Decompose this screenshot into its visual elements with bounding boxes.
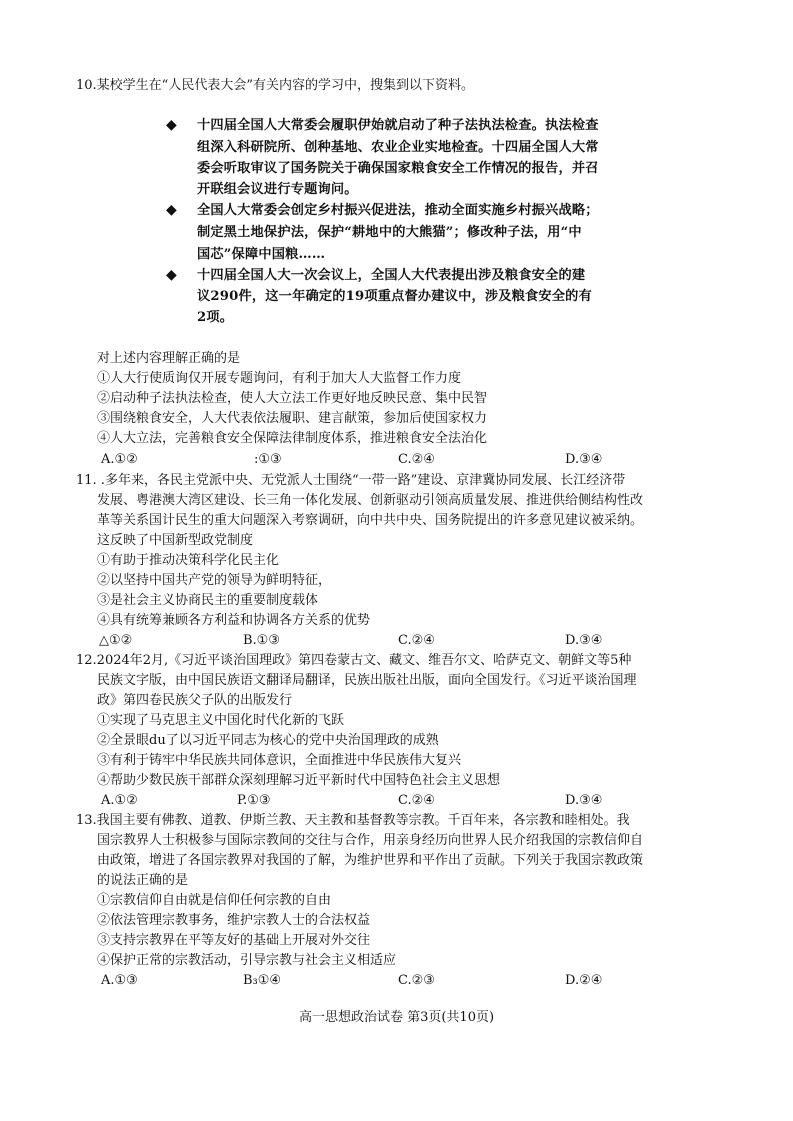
q11-option-d[interactable]: D.③④ [565,633,603,648]
q11-item-4: ④具有统筹兼顾各方利益和协调各方关系的优势 [97,613,371,628]
q11-item-2: ②以坚持中国共产党的领导为鲜明特征， [97,573,332,588]
q13-option-c[interactable]: C.②③ [398,973,435,988]
q13-item-4: ④保护正常的宗教活动，引导宗教与社会主义相适应 [97,953,397,968]
q11-option-c[interactable]: C.②④ [398,633,435,648]
q11-stem-line-2: 发展、粤港澳大湾区建设、长三角一体化发展、创新驱动引领高质量发展、推进供给侧结构性改 [97,493,644,508]
diamond-bullet-icon: ◆ [166,202,177,218]
q13-stem-line-3: 由政策，增进了各国宗教界对我国的了解，为维护世界和平作出了贡献。下列关于我国宗教政策 [97,853,644,868]
q13-stem-line-2: 国宗教界人士积极参与国际宗教间的交往与合作，用亲身经历向世界人民介绍我国的宗教信仰自 [97,833,644,848]
q10-material-2-line-1: 全国人大常委会创定乡村振兴促进法，推动全面实施乡村振兴战略； [197,203,599,218]
q11-item-1: ①有助于推动决策科学化民主化 [97,553,280,568]
q12-item-2: ②全景眼du了以习近平同志为核心的党中央治国理政的成熟 [97,733,439,748]
q12-item-1: ①实现了马克思主义中国化时代化新的飞跃 [97,713,345,728]
q12-option-b[interactable]: P.①③ [237,793,271,808]
q10-option-a[interactable]: A.①② [101,452,138,467]
diamond-bullet-icon: ◆ [166,267,177,283]
q10-material-1-line-4: 开联组会议进行专题询问。 [197,182,358,197]
q10-material-3-line-1: 十四届全国人大一次会议上，全国人大代表提出涉及粮食安全的建 [197,268,586,283]
q10-item-4: ④人大立法，完善粮食安全保障法律制度体系，推进粮食安全法治化 [97,431,488,446]
q10-option-d[interactable]: D.③④ [565,452,603,467]
q10-material-1-line-1: 十四届全国人大常委会履职伊始就启动了种子法执法检查。执法检查 [197,118,599,133]
q12-option-a[interactable]: A.①② [101,793,138,808]
q10-option-c[interactable]: C.②④ [398,452,435,467]
q12-option-c[interactable]: C.②④ [398,793,435,808]
q12-option-d[interactable]: D.③④ [565,793,603,808]
page-footer: 高一思想政治试卷 第3页(共10页) [298,1010,495,1025]
q11-option-a[interactable]: △①② [99,633,133,648]
q11-stem-line-3: 革等关系国计民生的重大问题深入考察调研，向中共中央、国务院提出的许多意见建议被采纳。 [97,513,644,528]
q11-stem-line-1: 11. .多年来，各民主党派中央、无党派人士围绕“一带一路”建设、京津冀协同发展、长江经济带 [76,473,626,488]
q10-material-2-line-2: 制定黑土地保护法，保护“耕地中的大熊猫”；修改种子法，用“中 [197,225,582,240]
q10-item-3: ③围绕粮食安全，人大代表依法履职、建言献策，参加后使国家权力 [97,411,488,426]
q13-option-a[interactable]: A.①③ [101,973,138,988]
q13-item-1: ①宗教信仰自由就是信仰任何宗教的自由 [97,893,332,908]
q13-item-3: ③支持宗教界在平等友好的基础上开展对外交往 [97,933,371,948]
q10-material-1-line-3: 委会听取审议了国务院关于确保国家粮食安全工作情况的报告，并召 [197,161,599,176]
q13-stem-line-1: 13.我国主要有佛教、道教、伊斯兰教、天主教和基督教等宗教。千百年来，各宗教和睦相处。我 [76,813,630,828]
q10-material-3-line-3: 2项。 [197,310,234,325]
q10-material-1-line-2: 组深入科研院所、创种基地、农业企业实地检查。十四届全国人大常 [197,140,599,155]
q13-option-d[interactable]: D.②④ [565,973,603,988]
q10-prompt: 对上述内容理解正确的是 [97,351,241,366]
q10-option-b[interactable]: :①③ [254,452,282,467]
q12-stem-line-1: 12.2024年2月,《习近平谈治国理政》第四卷蒙古文、藏文、维吾尔文、哈萨克文、朝鲜文等5种 [76,653,632,668]
q12-item-3: ③有利于铸牢中华民族共同体意识，全面推进中华民族伟大复兴 [97,753,462,768]
diamond-bullet-icon: ◆ [166,117,177,133]
q13-item-2: ②依法管理宗教事务，维护宗教人士的合法权益 [97,913,371,928]
q10-material-3-line-2: 议290件，这一年确定的19项重点督办建议中，涉及粮食安全的有 [197,289,592,304]
q11-item-3: ③是社会主义协商民主的重要制度载体 [97,593,319,608]
q10-item-1: ①人大行使质询仅开展专题询问，有利于加大人大监督工作力度 [97,371,462,386]
q11-option-b[interactable]: B.①③ [243,633,280,648]
q13-option-b[interactable]: B₃①④ [243,973,282,988]
q12-item-4: ④帮助少数民族干部群众深刻理解习近平新时代中国特色社会主义思想 [97,773,501,788]
q11-stem-line-4: 这反映了中国新型政党制度 [97,533,254,548]
q10-stem: 10.某校学生在“人民代表大会”有关内容的学习中，搜集到以下资料。 [76,78,474,93]
q10-item-2: ②启动种子法执法检查，使人大立法工作更好地反映民意、集中民智 [97,391,488,406]
q12-stem-line-3: 政》第四卷民族父子队的出版发行 [97,693,293,708]
q12-stem-line-2: 民族文字版，由中国民族语文翻译局翻译，民族出版社出版，面向全国发行。《习近平谈治国理 [97,673,637,688]
q10-material-2-line-3: 国芯”保障中国粮…… [197,247,326,262]
q13-stem-line-4: 的说法正确的是 [97,873,189,888]
